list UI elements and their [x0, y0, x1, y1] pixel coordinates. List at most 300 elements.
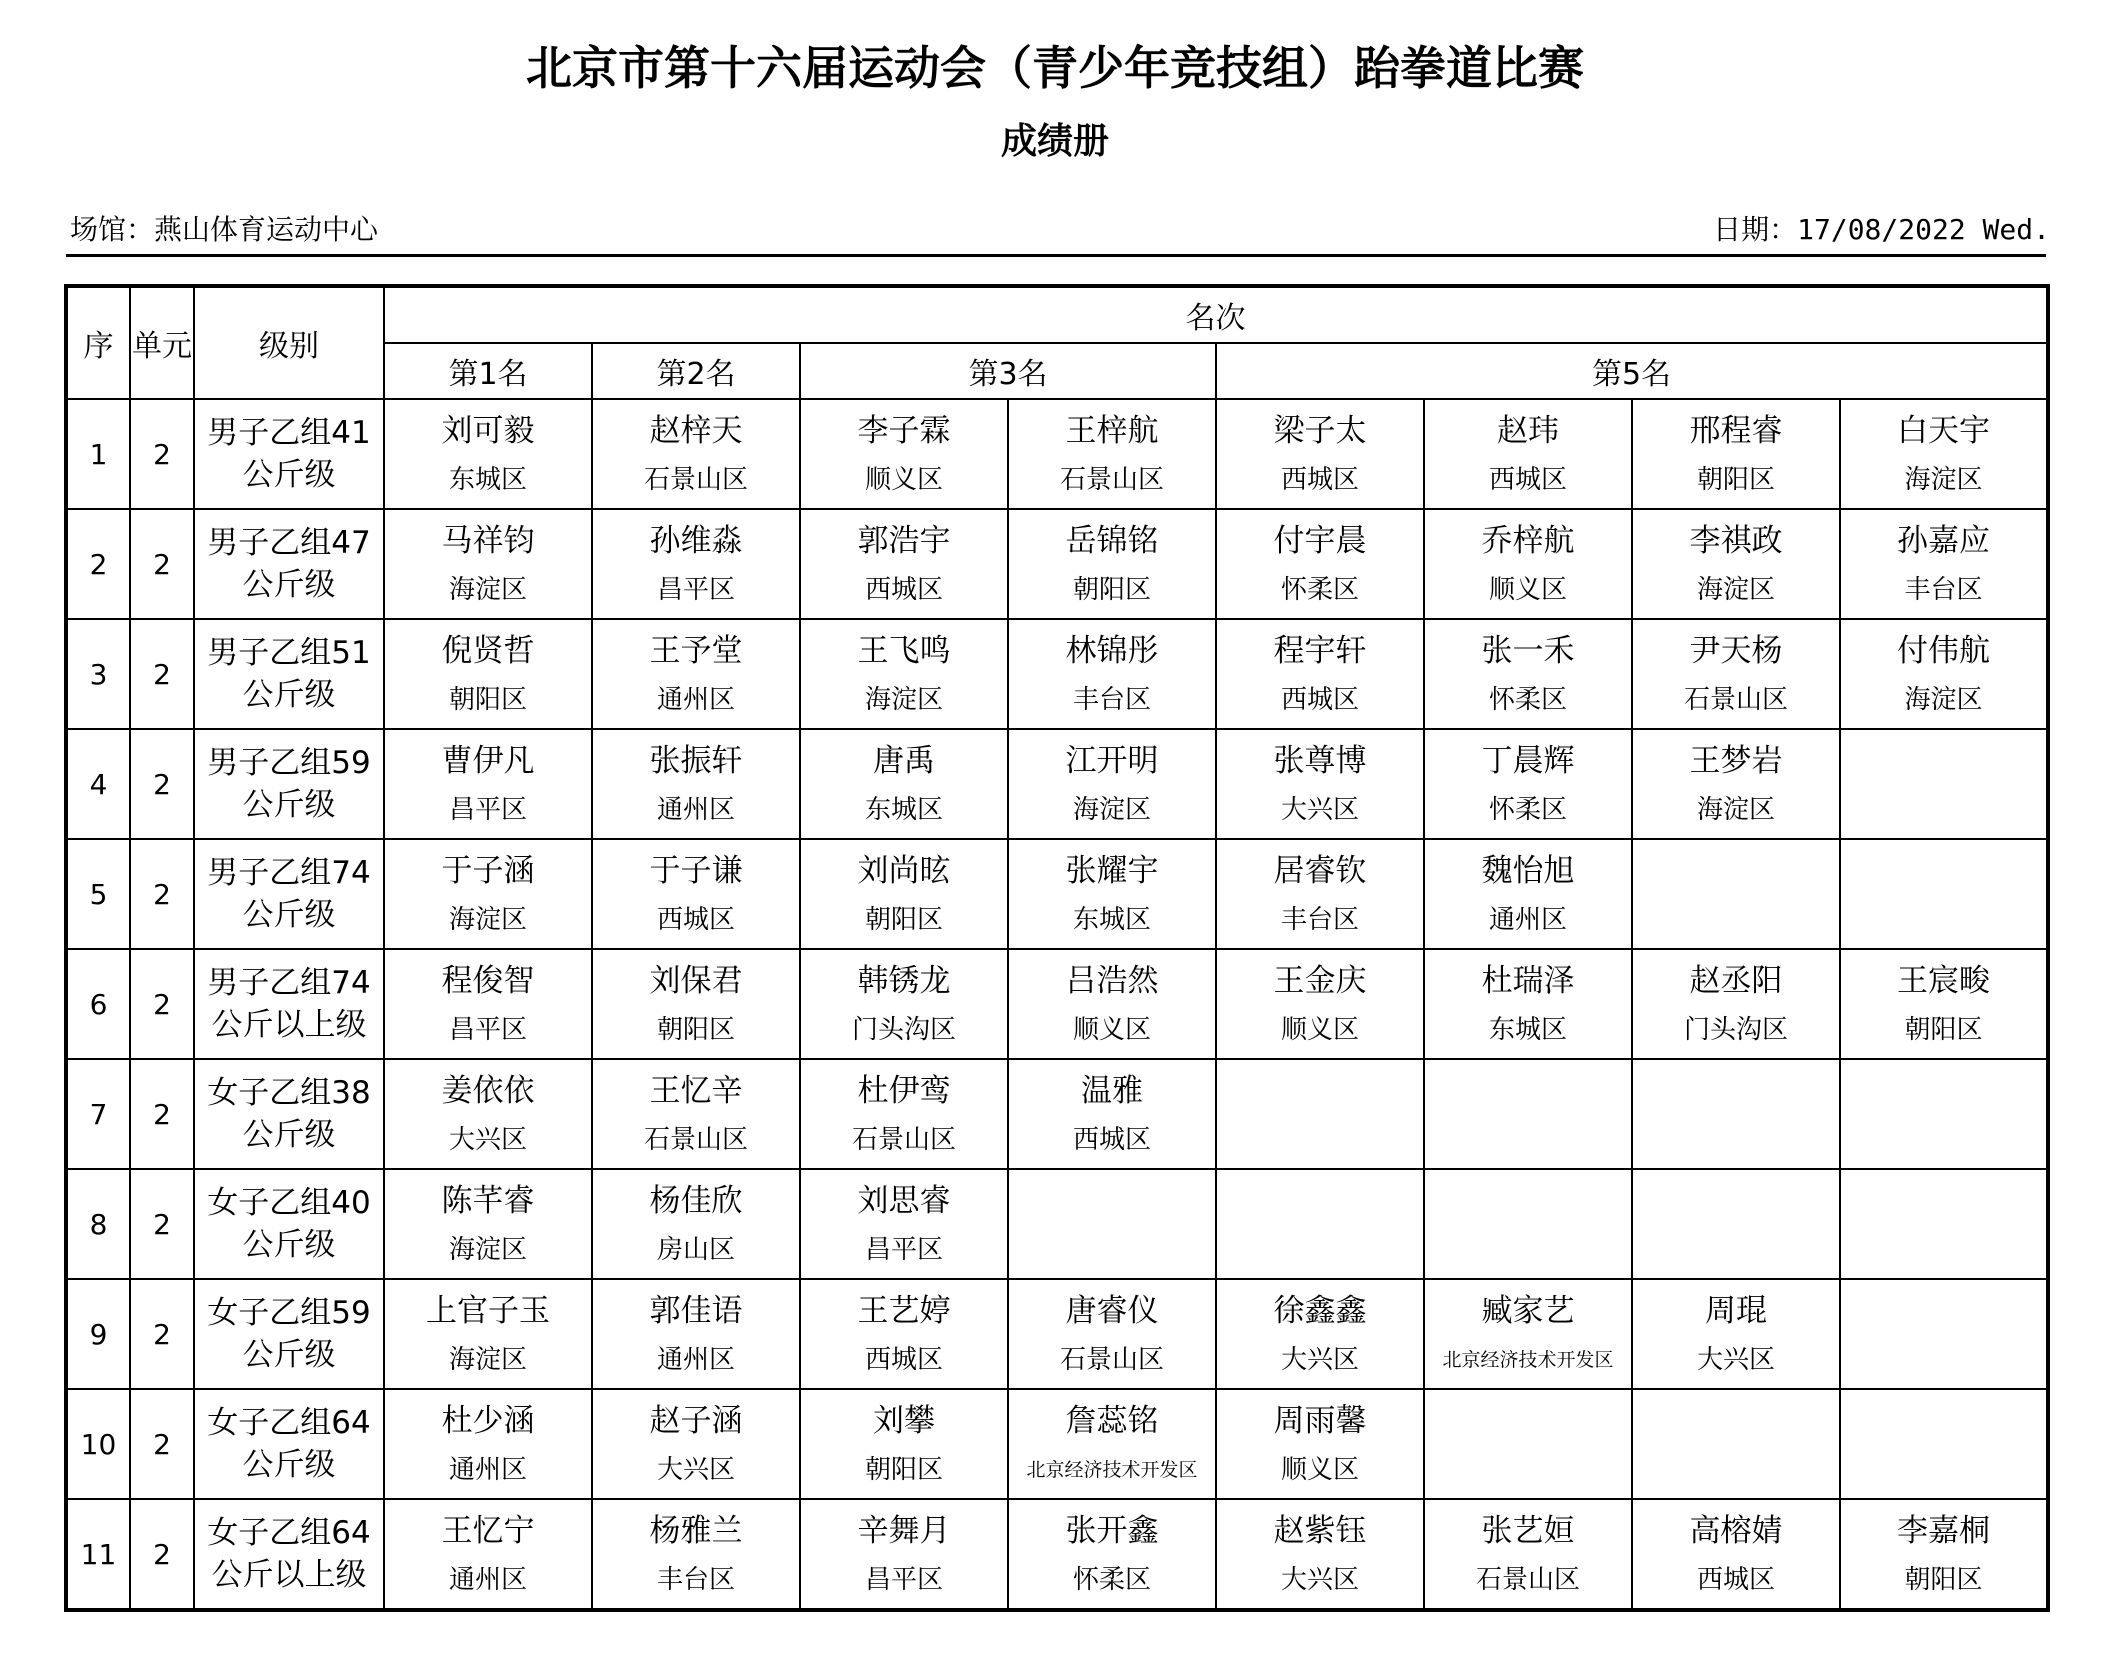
category-line-2: 公斤级 — [242, 787, 336, 823]
athlete-district: 西城区 — [864, 1345, 943, 1375]
athlete-district: 西城区 — [1696, 1565, 1775, 1595]
athlete-cell — [1424, 1169, 1632, 1279]
athlete-cell — [800, 1499, 1008, 1610]
athlete-district: 朝阳区 — [1904, 1015, 1983, 1045]
athlete-name: 付伟航 — [1897, 633, 1990, 669]
athlete-district: 朝阳区 — [448, 685, 527, 715]
table-row — [66, 619, 2048, 729]
athlete-name: 赵丞阳 — [1689, 963, 1783, 999]
row-seq: 5 — [66, 839, 130, 949]
athlete-name: 张振轩 — [649, 743, 743, 779]
athlete-name: 丁晨辉 — [1481, 743, 1575, 779]
athlete-cell — [1840, 1059, 2048, 1169]
athlete-district: 石景山区 — [1475, 1565, 1580, 1595]
athlete-district: 通州区 — [656, 685, 735, 715]
athlete-name: 倪贤哲 — [441, 633, 535, 669]
athlete-cell — [592, 1389, 800, 1499]
athlete-cell — [800, 1389, 1008, 1499]
athlete-name: 程宇轩 — [1273, 633, 1367, 669]
athlete-district: 丰台区 — [1904, 575, 1983, 605]
athlete-district: 西城区 — [1072, 1125, 1151, 1155]
athlete-district: 通州区 — [448, 1565, 527, 1595]
athlete-name: 刘尚昡 — [857, 853, 951, 889]
athlete-cell — [800, 839, 1008, 949]
athlete-cell — [1632, 509, 1840, 619]
athlete-cell — [384, 619, 592, 729]
category-line-1: 女子乙组64 — [207, 1405, 371, 1441]
row-unit: 2 — [130, 1279, 194, 1389]
row-unit: 2 — [130, 399, 194, 509]
row-unit: 2 — [130, 839, 194, 949]
row-category — [194, 729, 384, 839]
athlete-cell — [1632, 1279, 1840, 1389]
athlete-district: 海淀区 — [864, 685, 943, 715]
athlete-cell — [800, 949, 1008, 1059]
category-line-1: 男子乙组47 — [207, 525, 371, 561]
athlete-district: 西城区 — [1280, 465, 1359, 495]
athlete-district: 昌平区 — [864, 1235, 943, 1265]
athlete-cell — [1008, 619, 1216, 729]
athlete-cell — [1632, 1059, 1840, 1169]
athlete-name: 王金庆 — [1273, 963, 1367, 999]
row-category — [194, 839, 384, 949]
row-unit: 2 — [130, 949, 194, 1059]
athlete-cell — [1008, 839, 1216, 949]
category-line-2: 公斤级 — [242, 1447, 336, 1483]
athlete-cell — [800, 509, 1008, 619]
category-line-1: 男子乙组74 — [207, 965, 371, 1001]
athlete-name: 孙维淼 — [649, 523, 743, 559]
athlete-name: 王忆宁 — [441, 1513, 535, 1549]
category-line-1: 男子乙组51 — [207, 635, 371, 671]
athlete-cell — [1840, 509, 2048, 619]
athlete-district: 海淀区 — [448, 905, 527, 935]
athlete-name: 岳锦铭 — [1065, 523, 1159, 559]
header-third-place: 第3名 — [800, 343, 1216, 399]
athlete-name: 白天宇 — [1897, 413, 1990, 449]
row-category — [194, 619, 384, 729]
athlete-cell — [1632, 619, 1840, 729]
category-line-2: 公斤级 — [242, 1337, 336, 1373]
row-seq: 7 — [66, 1059, 130, 1169]
athlete-district: 朝阳区 — [1904, 1565, 1983, 1595]
athlete-cell — [1008, 509, 1216, 619]
athlete-district: 西城区 — [1280, 685, 1359, 715]
header-category: 级别 — [194, 286, 384, 399]
row-seq: 3 — [66, 619, 130, 729]
athlete-name: 杨佳欣 — [649, 1183, 743, 1219]
athlete-cell — [1424, 1389, 1632, 1499]
athlete-name: 付宇晨 — [1273, 523, 1367, 559]
row-category — [194, 509, 384, 619]
athlete-district: 顺义区 — [1072, 1015, 1151, 1045]
athlete-district: 大兴区 — [1280, 795, 1359, 825]
athlete-name: 李祺政 — [1689, 523, 1783, 559]
athlete-cell — [592, 1279, 800, 1389]
athlete-name: 邢程睿 — [1689, 413, 1783, 449]
athlete-name: 居睿钦 — [1273, 853, 1367, 889]
athlete-name: 赵子涵 — [649, 1403, 743, 1439]
row-seq: 6 — [66, 949, 130, 1059]
athlete-name: 王梦岩 — [1689, 743, 1783, 779]
athlete-cell — [1424, 949, 1632, 1059]
athlete-district: 大兴区 — [448, 1125, 527, 1155]
athlete-cell — [800, 399, 1008, 509]
athlete-cell — [384, 1389, 592, 1499]
athlete-district: 石景山区 — [1059, 465, 1164, 495]
header-unit: 单元 — [130, 286, 194, 399]
athlete-district: 西城区 — [1488, 465, 1567, 495]
athlete-name: 于子涵 — [441, 853, 535, 889]
document-subtitle: 成绩册 — [1000, 121, 1109, 162]
athlete-cell — [1216, 509, 1424, 619]
header-places: 名次 — [384, 286, 2048, 343]
athlete-district: 海淀区 — [448, 1345, 527, 1375]
athlete-district: 西城区 — [656, 905, 735, 935]
athlete-district: 门头沟区 — [1683, 1015, 1788, 1045]
athlete-district: 北京经济技术开发区 — [1026, 1459, 1198, 1481]
athlete-cell — [1424, 1059, 1632, 1169]
row-seq: 4 — [66, 729, 130, 839]
athlete-cell — [384, 839, 592, 949]
athlete-district: 顺义区 — [864, 465, 943, 495]
athlete-cell — [592, 949, 800, 1059]
athlete-cell — [592, 1499, 800, 1610]
athlete-name: 魏怡旭 — [1481, 853, 1575, 889]
category-line-1: 男子乙组41 — [207, 415, 371, 451]
athlete-district: 朝阳区 — [864, 1455, 943, 1485]
athlete-name: 郭浩宇 — [857, 523, 951, 559]
date-label: 日期：17/08/2022 Wed. — [1713, 213, 2050, 246]
athlete-district: 石景山区 — [851, 1125, 956, 1155]
row-category — [194, 1279, 384, 1389]
athlete-name: 曹伊凡 — [441, 743, 535, 779]
athlete-cell — [1008, 1169, 1216, 1279]
athlete-name: 于子谦 — [649, 853, 743, 889]
athlete-name: 唐睿仪 — [1065, 1293, 1159, 1329]
athlete-cell — [1424, 729, 1632, 839]
athlete-name: 吕浩然 — [1065, 963, 1159, 999]
row-category — [194, 1499, 384, 1610]
athlete-district: 石景山区 — [1059, 1345, 1164, 1375]
athlete-cell — [1216, 1389, 1424, 1499]
athlete-district: 通州区 — [656, 1345, 735, 1375]
category-line-1: 女子乙组64 — [207, 1515, 371, 1551]
athlete-name: 王予堂 — [649, 633, 743, 669]
athlete-district: 海淀区 — [1696, 795, 1775, 825]
athlete-name: 赵紫钰 — [1273, 1513, 1367, 1549]
athlete-cell — [800, 1169, 1008, 1279]
table-row — [66, 399, 2048, 509]
athlete-cell — [384, 509, 592, 619]
athlete-name: 姜依依 — [441, 1073, 535, 1109]
athlete-name: 赵梓天 — [649, 413, 743, 449]
athlete-cell — [1424, 509, 1632, 619]
table-header — [66, 286, 2048, 399]
athlete-name: 刘可毅 — [441, 413, 535, 449]
athlete-name: 李嘉桐 — [1897, 1513, 1990, 1549]
athlete-name: 乔梓航 — [1481, 523, 1575, 559]
athlete-district: 东城区 — [1072, 905, 1151, 935]
athlete-name: 赵玮 — [1497, 413, 1559, 449]
athlete-name: 温雅 — [1081, 1073, 1143, 1109]
header-first-place: 第1名 — [384, 343, 592, 399]
athlete-name: 郭佳语 — [649, 1293, 743, 1329]
athlete-district: 顺义区 — [1488, 575, 1567, 605]
athlete-cell — [592, 839, 800, 949]
athlete-name: 李子霖 — [857, 413, 951, 449]
athlete-cell — [384, 1169, 592, 1279]
category-line-2: 公斤级 — [242, 567, 336, 603]
athlete-cell — [1424, 1499, 1632, 1610]
table-row — [66, 1059, 2048, 1169]
athlete-district: 朝阳区 — [864, 905, 943, 935]
header-divider — [66, 254, 2046, 257]
row-category — [194, 399, 384, 509]
athlete-name: 张尊博 — [1273, 743, 1367, 779]
table-body — [66, 399, 2048, 1610]
athlete-cell — [1008, 1389, 1216, 1499]
athlete-name: 詹蕊铭 — [1065, 1403, 1159, 1439]
athlete-cell — [1008, 399, 1216, 509]
athlete-cell — [800, 729, 1008, 839]
athlete-cell — [1840, 1279, 2048, 1389]
row-unit: 2 — [130, 1059, 194, 1169]
athlete-cell — [384, 1279, 592, 1389]
athlete-name: 上官子玉 — [426, 1293, 550, 1329]
athlete-district: 石景山区 — [643, 1125, 748, 1155]
athlete-cell — [1840, 839, 2048, 949]
athlete-cell — [1216, 949, 1424, 1059]
athlete-name: 张艺姮 — [1481, 1513, 1575, 1549]
athlete-cell — [1424, 619, 1632, 729]
row-seq: 8 — [66, 1169, 130, 1279]
athlete-district: 怀柔区 — [1072, 1565, 1151, 1595]
athlete-cell — [1216, 619, 1424, 729]
athlete-district: 门头沟区 — [851, 1015, 956, 1045]
athlete-cell — [1216, 1059, 1424, 1169]
athlete-name: 陈芊睿 — [441, 1183, 535, 1219]
athlete-name: 马祥钧 — [441, 523, 535, 559]
athlete-district: 朝阳区 — [1696, 465, 1775, 495]
athlete-name: 杜瑞泽 — [1481, 963, 1575, 999]
athlete-district: 朝阳区 — [656, 1015, 735, 1045]
athlete-name: 尹天杨 — [1689, 633, 1783, 669]
athlete-cell — [1424, 839, 1632, 949]
athlete-district: 大兴区 — [656, 1455, 735, 1485]
athlete-cell — [1216, 1499, 1424, 1610]
athlete-district: 东城区 — [1488, 1015, 1567, 1045]
athlete-district: 石景山区 — [643, 465, 748, 495]
athlete-name: 徐鑫鑫 — [1273, 1293, 1367, 1329]
athlete-name: 韩锈龙 — [857, 963, 951, 999]
athlete-cell — [1216, 1279, 1424, 1389]
row-unit: 2 — [130, 1389, 194, 1499]
results-table — [64, 284, 2050, 1612]
athlete-name: 王梓航 — [1065, 413, 1159, 449]
row-unit: 2 — [130, 1499, 194, 1610]
athlete-district: 昌平区 — [448, 1015, 527, 1045]
category-line-2: 公斤级 — [242, 1117, 336, 1153]
athlete-cell — [592, 1169, 800, 1279]
athlete-district: 通州区 — [656, 795, 735, 825]
athlete-cell — [800, 1059, 1008, 1169]
athlete-cell — [384, 399, 592, 509]
header-fifth-place: 第5名 — [1216, 343, 2048, 399]
athlete-cell — [1216, 839, 1424, 949]
athlete-district: 海淀区 — [448, 1235, 527, 1265]
athlete-cell — [1424, 399, 1632, 509]
category-line-2: 公斤级 — [242, 897, 336, 933]
athlete-district: 怀柔区 — [1488, 685, 1567, 715]
athlete-name: 江开明 — [1065, 743, 1159, 779]
athlete-district: 房山区 — [656, 1235, 735, 1265]
athlete-district: 朝阳区 — [1072, 575, 1151, 605]
category-line-1: 女子乙组40 — [207, 1185, 371, 1221]
header-second-place: 第2名 — [592, 343, 800, 399]
athlete-name: 杜伊鸾 — [857, 1073, 951, 1109]
athlete-name: 张耀宇 — [1065, 853, 1159, 889]
table-row — [66, 729, 2048, 839]
row-seq: 9 — [66, 1279, 130, 1389]
athlete-district: 顺义区 — [1280, 1015, 1359, 1045]
athlete-cell — [1632, 1389, 1840, 1499]
category-line-1: 男子乙组59 — [207, 745, 371, 781]
athlete-cell — [1008, 1059, 1216, 1169]
athlete-district: 海淀区 — [448, 575, 527, 605]
athlete-district: 海淀区 — [1696, 575, 1775, 605]
athlete-district: 怀柔区 — [1488, 795, 1567, 825]
athlete-cell — [1008, 1499, 1216, 1610]
row-category — [194, 949, 384, 1059]
athlete-cell — [592, 1059, 800, 1169]
athlete-cell — [800, 1279, 1008, 1389]
athlete-cell — [1840, 949, 2048, 1059]
row-unit: 2 — [130, 509, 194, 619]
athlete-district: 昌平区 — [656, 575, 735, 605]
athlete-district: 海淀区 — [1072, 795, 1151, 825]
row-seq: 2 — [66, 509, 130, 619]
table-row — [66, 949, 2048, 1059]
athlete-cell — [1424, 1279, 1632, 1389]
athlete-cell — [1632, 1169, 1840, 1279]
athlete-name: 林锦彤 — [1065, 633, 1159, 669]
venue-label: 场馆：燕山体育运动中心 — [70, 213, 379, 246]
athlete-district: 东城区 — [864, 795, 943, 825]
athlete-district: 大兴区 — [1280, 1565, 1359, 1595]
athlete-district: 海淀区 — [1904, 465, 1983, 495]
row-seq: 10 — [66, 1389, 130, 1499]
athlete-cell — [1008, 949, 1216, 1059]
athlete-district: 通州区 — [1488, 905, 1567, 935]
athlete-cell — [1840, 1169, 2048, 1279]
athlete-name: 王飞鸣 — [857, 633, 951, 669]
athlete-name: 张一禾 — [1481, 633, 1575, 669]
athlete-name: 程俊智 — [441, 963, 535, 999]
athlete-district: 丰台区 — [1072, 685, 1151, 715]
row-seq: 1 — [66, 399, 130, 509]
athlete-cell — [1840, 399, 2048, 509]
athlete-district: 昌平区 — [448, 795, 527, 825]
athlete-name: 梁子太 — [1273, 413, 1367, 449]
athlete-cell — [1008, 729, 1216, 839]
athlete-cell — [592, 399, 800, 509]
table-row — [66, 1389, 2048, 1499]
row-unit: 2 — [130, 619, 194, 729]
category-line-2: 公斤以上级 — [211, 1007, 367, 1043]
athlete-cell — [1216, 729, 1424, 839]
athlete-cell — [592, 729, 800, 839]
athlete-name: 张开鑫 — [1065, 1513, 1159, 1549]
athlete-cell — [1216, 399, 1424, 509]
athlete-cell — [384, 949, 592, 1059]
athlete-name: 杨雅兰 — [649, 1513, 743, 1549]
athlete-cell — [1632, 1499, 1840, 1610]
row-unit: 2 — [130, 729, 194, 839]
athlete-district: 通州区 — [448, 1455, 527, 1485]
athlete-district: 怀柔区 — [1280, 575, 1359, 605]
category-line-2: 公斤级 — [242, 457, 336, 493]
category-line-2: 公斤以上级 — [211, 1557, 367, 1593]
athlete-name: 刘攀 — [873, 1403, 935, 1439]
athlete-name: 王宸畯 — [1897, 963, 1990, 999]
document-title: 北京市第十六届运动会（青少年竞技组）跆拳道比赛 — [526, 41, 1584, 95]
athlete-cell — [592, 619, 800, 729]
athlete-district: 丰台区 — [656, 1565, 735, 1595]
athlete-name: 周雨馨 — [1273, 1403, 1367, 1439]
athlete-name: 王艺婷 — [857, 1293, 951, 1329]
athlete-district: 昌平区 — [864, 1565, 943, 1595]
athlete-district: 石景山区 — [1683, 685, 1788, 715]
athlete-name: 高榕婧 — [1689, 1513, 1783, 1549]
category-line-2: 公斤级 — [242, 1227, 336, 1263]
athlete-name: 杜少涵 — [441, 1403, 535, 1439]
athlete-cell — [1840, 1499, 2048, 1610]
athlete-cell — [1632, 399, 1840, 509]
category-line-1: 男子乙组74 — [207, 855, 371, 891]
table-row — [66, 1279, 2048, 1389]
header-seq: 序 — [66, 286, 130, 399]
category-line-1: 女子乙组38 — [207, 1075, 371, 1111]
row-category — [194, 1169, 384, 1279]
row-category — [194, 1389, 384, 1499]
athlete-cell — [800, 619, 1008, 729]
athlete-name: 周琨 — [1705, 1293, 1767, 1329]
athlete-district: 海淀区 — [1904, 685, 1983, 715]
athlete-cell — [592, 509, 800, 619]
athlete-name: 辛舞月 — [857, 1513, 951, 1549]
athlete-cell — [384, 729, 592, 839]
athlete-cell — [1840, 729, 2048, 839]
category-line-2: 公斤级 — [242, 677, 336, 713]
table-row — [66, 1169, 2048, 1279]
athlete-name: 孙嘉应 — [1897, 523, 1990, 559]
athlete-cell — [1632, 949, 1840, 1059]
athlete-district: 东城区 — [448, 465, 527, 495]
athlete-district: 大兴区 — [1696, 1345, 1775, 1375]
athlete-district: 大兴区 — [1280, 1345, 1359, 1375]
table-row — [66, 509, 2048, 619]
athlete-cell — [1008, 1279, 1216, 1389]
table-row — [66, 839, 2048, 949]
athlete-cell — [384, 1059, 592, 1169]
athlete-name: 唐禹 — [873, 743, 935, 779]
row-seq: 11 — [66, 1499, 130, 1610]
athlete-name: 王忆辛 — [649, 1073, 743, 1109]
athlete-cell — [1840, 1389, 2048, 1499]
athlete-cell — [384, 1499, 592, 1610]
athlete-district: 北京经济技术开发区 — [1442, 1349, 1614, 1371]
